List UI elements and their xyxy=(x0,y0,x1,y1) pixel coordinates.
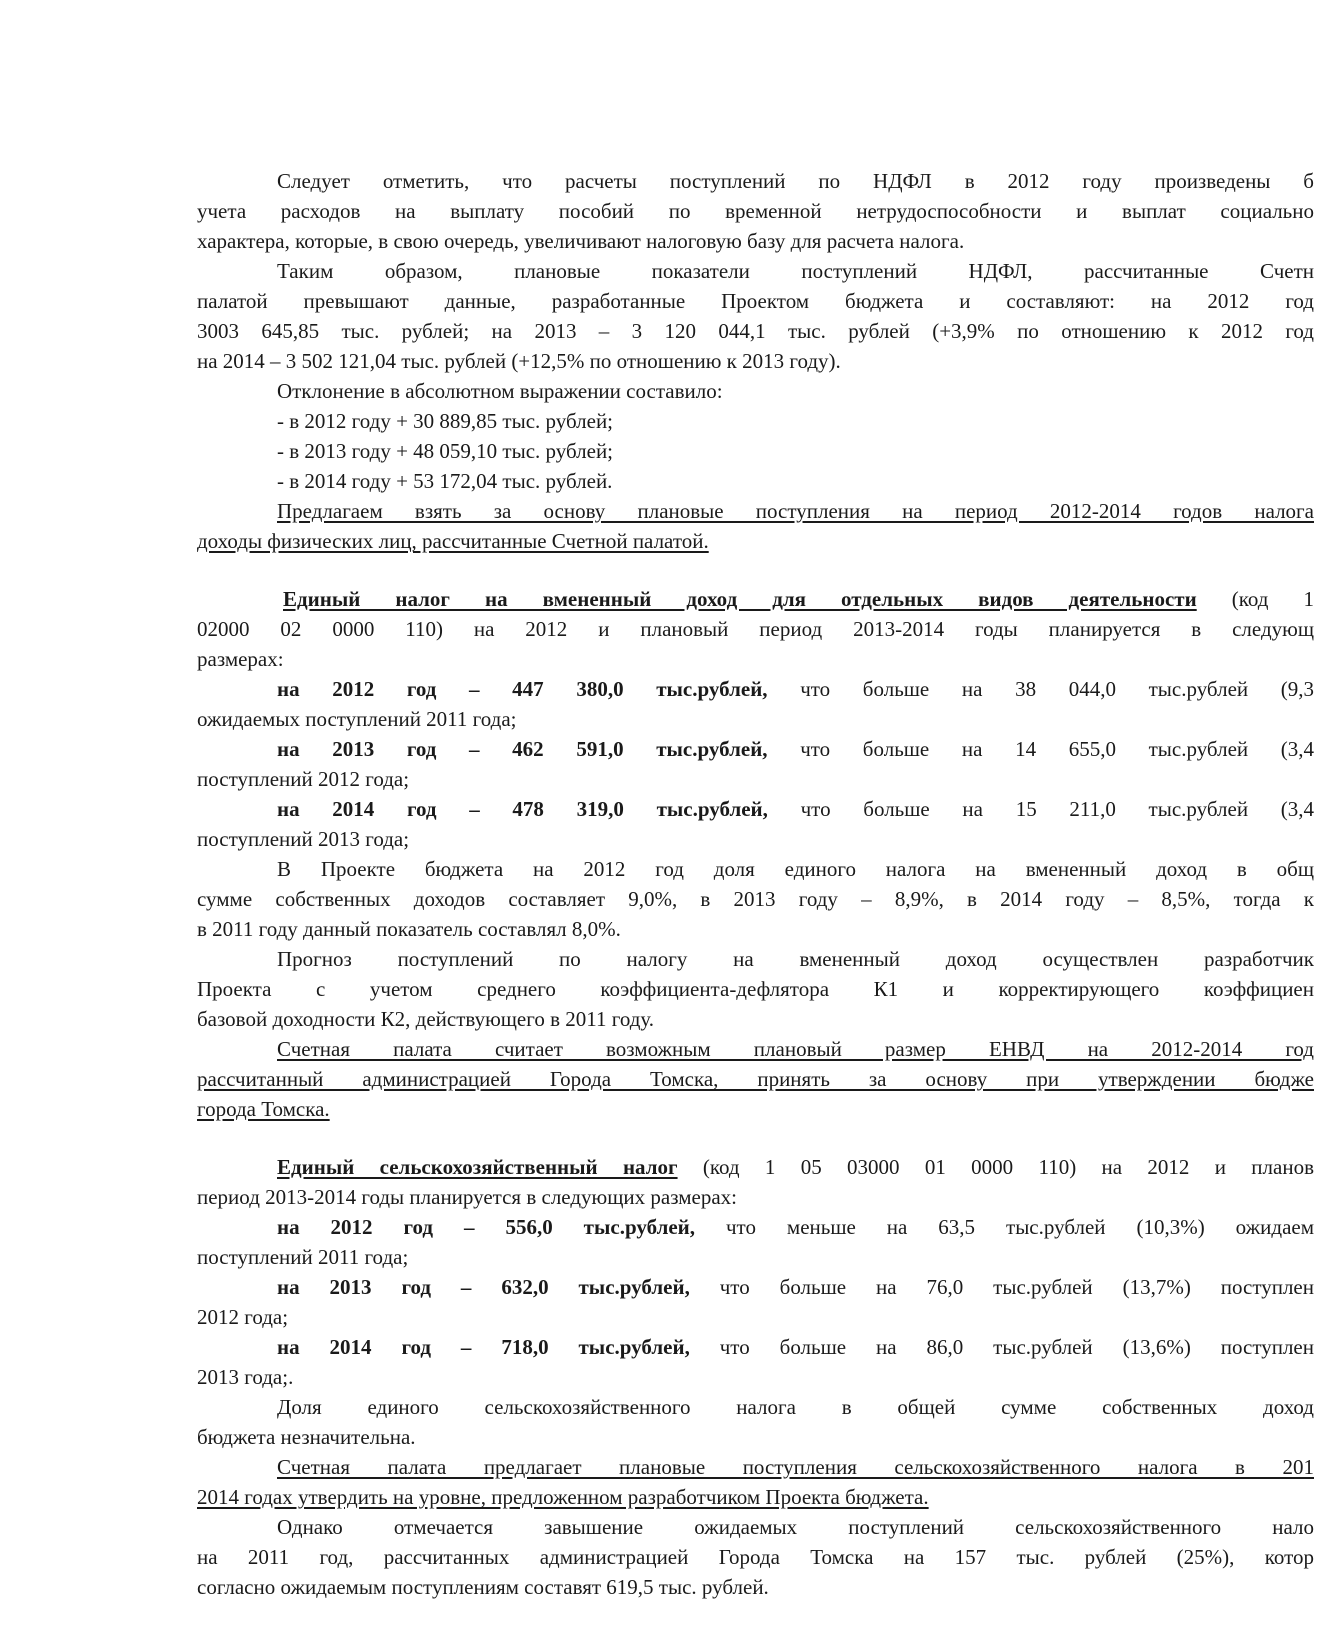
text-line: размерах: xyxy=(197,647,284,671)
forecast-amount: на 2014 год – 478 319,0 тыс.рублей, xyxy=(277,797,768,821)
text-line: палатой превышают данные, разработанные Проектом бюджета и составляют: на 2012 год xyxy=(197,289,1314,313)
text-line: Доля единого сельскохозяйственного налога в общей сумме собственных доход xyxy=(277,1395,1314,1419)
text-line: учета расходов на выплату пособий по временной нетрудоспособности и выплат социально xyxy=(197,199,1314,223)
section-title: Единый налог на вмененный доход для отдельных видов деятельности xyxy=(283,587,1197,611)
text-line: Проекта с учетом среднего коэффициента-дефлятора К1 и корректирующего коэффициен xyxy=(197,977,1314,1001)
list-item: - в 2014 году + 53 172,04 тыс. рублей. xyxy=(277,469,613,493)
text-fragment: что больше на 86,0 тыс.рублей (13,6%) поступлен xyxy=(689,1335,1314,1359)
text-line: 2012 года; xyxy=(197,1305,289,1329)
text-line: согласно ожидаемым поступлениям составят 619,5 тыс. рублей. xyxy=(197,1575,769,1599)
section-heading-eshn xyxy=(277,1152,1314,1182)
forecast-line xyxy=(277,674,1314,704)
text-line: Однако отмечается завышение ожидаемых поступлений сельскохозяйственного нало xyxy=(277,1515,1314,1539)
text-line: на 2014 – 3 502 121,04 тыс. рублей (+12,5% по отношению к 2013 году). xyxy=(197,349,841,373)
recommendation-line: города Томска. xyxy=(197,1097,330,1121)
recommendation-line: рассчитанный администрацией Города Томска, принять за основу при утверждении бюдже xyxy=(197,1067,1314,1091)
text-fragment: что больше на 76,0 тыс.рублей (13,7%) поступлен xyxy=(689,1275,1314,1299)
text-line: поступлений 2011 года; xyxy=(197,1245,409,1269)
text-line: 02000 02 0000 110) на 2012 и плановый период 2013-2014 годы планируется в следующ xyxy=(197,617,1314,641)
recommendation-line: Предлагаем взять за основу плановые поступления на период 2012-2014 годов налога xyxy=(277,499,1314,523)
section-title: Единый сельскохозяйственный налог xyxy=(277,1155,678,1179)
text-line: В Проекте бюджета на 2012 год доля единого налога на вмененный доход в общ xyxy=(277,857,1314,881)
forecast-line xyxy=(277,1212,1314,1242)
text-fragment: что больше на 14 655,0 тыс.рублей (3,4 xyxy=(767,737,1315,761)
text-line: Прогноз поступлений по налогу на вмененный доход осуществлен разработчик xyxy=(277,947,1314,971)
forecast-line xyxy=(277,794,1314,824)
text-line: поступлений 2012 года; xyxy=(197,767,410,791)
text-line: базовой доходности К2, действующего в 2011 году. xyxy=(197,1007,655,1031)
forecast-line xyxy=(277,1272,1314,1302)
text-fragment: что меньше на 63,5 тыс.рублей (10,3%) ожидаем xyxy=(695,1215,1315,1239)
text-fragment: что больше на 38 044,0 тыс.рублей (9,3 xyxy=(767,677,1315,701)
forecast-amount: на 2014 год – 718,0 тыс.рублей, xyxy=(277,1335,690,1359)
text-line: бюджета незначительна. xyxy=(197,1425,416,1449)
recommendation-line: Счетная палата предлагает плановые поступления сельскохозяйственного налога в 201 xyxy=(277,1455,1314,1479)
text-line: 2013 года;. xyxy=(197,1365,294,1389)
text-line: 3003 645,85 тыс. рублей; на 2013 – 3 120 044,1 тыс. рублей (+3,9% по отношению к 2012 год xyxy=(197,319,1314,343)
list-item: - в 2013 году + 48 059,10 тыс. рублей; xyxy=(277,439,614,463)
forecast-amount: на 2013 год – 632,0 тыс.рублей, xyxy=(277,1275,690,1299)
section-heading-envd xyxy=(283,584,1314,614)
recommendation-line: Счетная палата считает возможным плановый размер ЕНВД на 2012-2014 год xyxy=(277,1037,1314,1061)
text-line: на 2011 год, рассчитанных администрацией Города Томска на 157 тыс. рублей (25%), котор xyxy=(197,1545,1314,1569)
text-fragment: что больше на 15 211,0 тыс.рублей (3,4 xyxy=(767,797,1315,821)
forecast-amount: на 2012 год – 556,0 тыс.рублей, xyxy=(277,1215,696,1239)
text-line: период 2013-2014 годы планируется в следующих размерах: xyxy=(197,1185,737,1209)
forecast-line xyxy=(277,734,1314,764)
list-item: - в 2012 году + 30 889,85 тыс. рублей; xyxy=(277,409,614,433)
text-line: ожидаемых поступлений 2011 года; xyxy=(197,707,517,731)
forecast-amount: на 2013 год – 462 591,0 тыс.рублей, xyxy=(277,737,768,761)
recommendation-line: доходы физических лиц, рассчитанные Счетной палатой. xyxy=(197,529,709,553)
text-line: Таким образом, плановые показатели поступлений НДФЛ, рассчитанные Счетн xyxy=(277,259,1314,283)
text-line: поступлений 2013 года; xyxy=(197,827,410,851)
forecast-line xyxy=(277,1332,1314,1362)
forecast-amount: на 2012 год – 447 380,0 тыс.рублей, xyxy=(277,677,768,701)
text-line: характера, которые, в свою очередь, увеличивают налоговую базу для расчета налога. xyxy=(197,229,965,253)
text-line: Отклонение в абсолютном выражении составило: xyxy=(277,379,723,403)
text-line: сумме собственных доходов составляет 9,0%, в 2013 году – 8,9%, в 2014 году – 8,5%, тогда к xyxy=(197,887,1314,911)
text-line: в 2011 году данный показатель составлял 8,0%. xyxy=(197,917,621,941)
text-line: Следует отметить, что расчеты поступлений по НДФЛ в 2012 году произведены б xyxy=(277,169,1314,193)
recommendation-line: 2014 годах утвердить на уровне, предложенном разработчиком Проекта бюджета. xyxy=(197,1485,929,1509)
text-fragment: (код 1 xyxy=(1196,587,1314,611)
text-fragment: (код 1 05 03000 01 0000 110) на 2012 и планов xyxy=(677,1155,1314,1179)
